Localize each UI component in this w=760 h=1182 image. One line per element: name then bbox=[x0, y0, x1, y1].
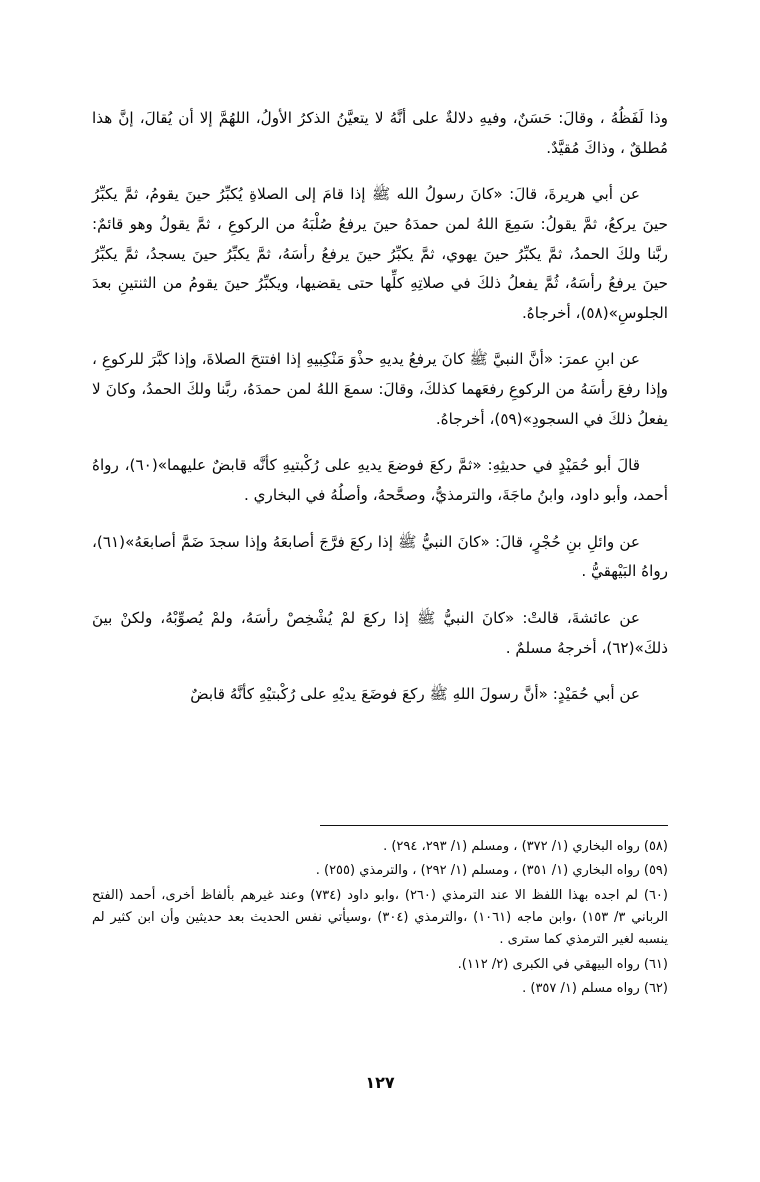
footnote-item: (٥٩) رواه البخاري (١/ ٣٥١) ، ومسلم (١/ ٢٩٢) ، والترمذي (٢٥٥) . bbox=[315, 863, 668, 879]
paragraph: عن أبي هريرةَ، قالَ: «كانَ رسولُ الله ﷺ إذا قامَ إلى الصلاةِ يُكبِّرُ حينَ يقومُ، ثمَّ يكبِّرُ حينَ يركعُ، ثمَّ يقولُ: سَمِعَ اللهُ لمن حمدَهُ حينَ يرفعُ صُلْبَهُ من الركوعِ ، ثمَّ يقولُ وهو قائمٌ: ربَّنا ولكَ الحمدُ، ثمَّ يكبِّرُ حينَ يهوي، ثمَّ يكبِّرُ حينَ يرفعُ رأسَهُ، ثمَّ يكبِّرُ حينَ يسجدُ، ثمَّ يكبِّرُ حينَ يرفعُ رأسَهُ، ثُمَّ يفعلُ ذلكَ في صلاتِهِ كلِّها حتى يقضيها، ويكبِّرُ حينَ يقومُ من الثنتينِ بعدَ الجلوسِ»(٥٨)، أخرجاهُ. bbox=[92, 185, 668, 322]
footnote-separator-rule bbox=[320, 825, 668, 826]
paragraph: وذا لَفَظُهُ ، وقالَ: حَسَنٌ، وفيهِ دلالةٌ على أنَّهُ لا يتعيَّنُ الذكرُ الأولُ، اللهُمَّ إلا أن يُقالَ، إنَّ هذا مُطلقٌ ، وذاكَ مُقيَّدٌ. bbox=[92, 109, 668, 157]
paragraph: عن أبي حُمَيْدٍ: «أنَّ رسولَ اللهِ ﷺ ركعَ فوضَعَ يديْهِ على رُكْبتيْهِ كأنَّهُ قابضٌ bbox=[190, 685, 640, 704]
paragraph: عن وائلِ بنِ حُجْرٍ، قالَ: «كانَ النبيُّ ﷺ إذا ركعَ فرَّجَ أصابعَهُ وإذا سجدَ ضَمَّ أصابعَهُ»(٦١)، رواهُ البَيْهقيُّ . bbox=[92, 532, 668, 581]
paragraph: عن عائشةَ، قالتْ: «كانَ النبيُّ ﷺ إذا ركعَ لمْ يُشْخِصْ رأسَهُ، ولمْ يُصوِّبْهُ، ولكنْ بينَ ذلكَ»(٦٢)، أخرجهُ مسلمٌ . bbox=[92, 608, 668, 657]
footnote-item: (٦٢) رواه مسلم (١/ ٣٥٧) . bbox=[522, 981, 668, 997]
page-body bbox=[92, 104, 668, 710]
paragraph: عن ابنِ عمرَ: «أنَّ النبيَّ ﷺ كانَ يرفعُ يديهِ حذْوَ مَنْكِبيهِ إذا افتتحَ الصلاةَ، وإذا كبَّرَ للركوعِ ، وإذا رفعَ رأسَهُ من الركوعِ رفعَهما كذلكَ، وقالَ: سمعَ اللهُ لمن حمدَهُ، ربَّنا ولكَ الحمدُ، وكانَ لا يفعلُ ذلكَ في السجودِ»(٥٩)، أخرجاهُ. bbox=[92, 350, 668, 428]
footnotes-block bbox=[92, 836, 668, 1003]
paragraph: قالَ أبو حُمَيْدٍ في حديثِهِ: «ثمَّ ركعَ فوضعَ يديهِ على رُكْبتيهِ كأنَّه قابضٌ عليهما»(٦٠)، رواهُ أحمد، وأبو داود، وابنُ ماجَةَ، والترمذيُّ، وصحَّحهُ، وأصلُهُ في البخاري . bbox=[92, 456, 668, 505]
footnote-item: (٦١) رواه البيهقي في الكبرى (٢/ ١١٢). bbox=[457, 956, 668, 972]
page-number: ١٢٧ bbox=[365, 1073, 395, 1092]
footnote-item: (٦٠) لم اجده بهذا اللفظ الا عند الترمذي (٢٦٠) ،وابو داود (٧٣٤) وعند غيرهم بألفاظ أخرى، أحمد (الفتح الرباني ٣/ ١٥٣) ،وابن ماجه (١٠٦١) ،والترمذي (٣٠٤) ،وسيأتي نفس الحديث بعد حديثين وأن ابن كثير لم ينسبه لغير الترمذي كما سترى . bbox=[92, 887, 668, 948]
footnote-item: (٥٨) رواه البخاري (١/ ٣٧٢) ، ومسلم (١/ ٢٩٣، ٢٩٤) . bbox=[383, 839, 668, 854]
